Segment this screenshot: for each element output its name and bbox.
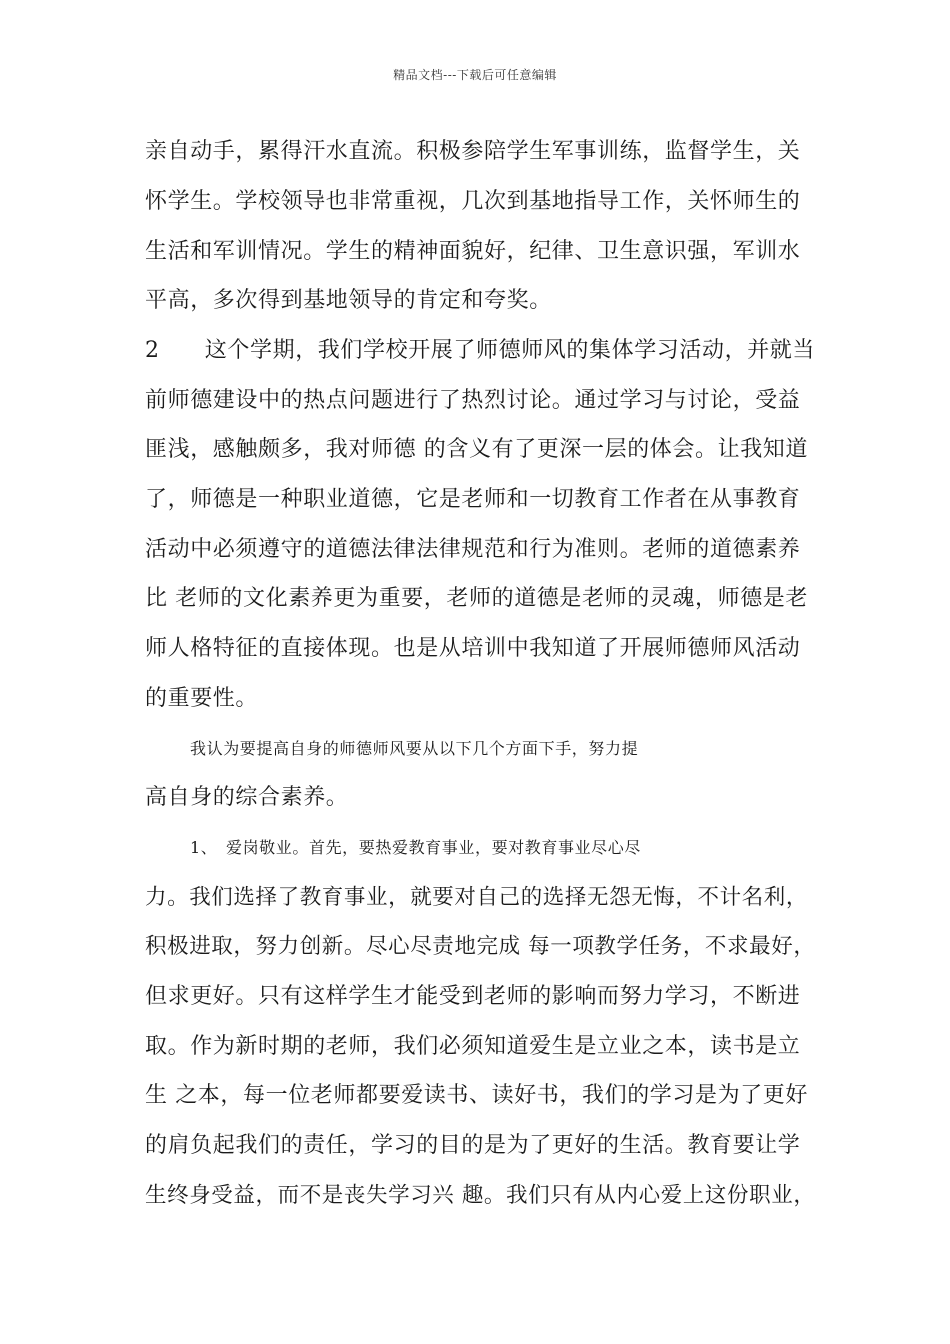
text-line: 高自身的综合素养。: [145, 785, 349, 810]
text-line: 比 老师的文化素养更为重要，老师的道德是老师的灵魂，师德是老: [145, 586, 808, 611]
text-line: 平高，多次得到基地领导的肯定和夸奖。: [145, 288, 552, 313]
text-line: 生活和军训情况。学生的精神面貌好，纪律、卫生意识强，军训水: [145, 239, 801, 264]
text-line: 生终身受益，而不是丧失学习兴 趣。我们只有从内心爱上这份职业，: [145, 1183, 816, 1208]
page-header: 精品文档---下载后可任意编辑: [393, 68, 557, 82]
text-line: 怀学生。学校领导也非常重视，几次到基地指导工作，关怀师生的: [145, 189, 801, 214]
text-line: 的肩负起我们的责任，学习的目的是为了更好的生活。教育要让学: [145, 1133, 801, 1158]
text-line: 取。作为新时期的老师，我们必须知道爱生是立业之本，读书是立: [145, 1034, 801, 1059]
text-line: 我认为要提高自身的师德师风要从以下几个方面下手，努力提: [190, 739, 639, 758]
text-line: 1、 爱岗敬业。首先，要热爱教育事业，要对教育事业尽心尽: [190, 838, 641, 857]
text-line: 生 之本，每一位老师都要爱读书、读好书，我们的学习是为了更好: [145, 1083, 808, 1108]
text-line: 活动中必须遵守的道德法律法律规范和行为准则。老师的道德素养: [145, 537, 801, 562]
text-line: 但求更好。只有这样学生才能受到老师的影响而努力学习，不断进: [145, 984, 801, 1009]
text-line: 前师德建设中的热点问题进行了热烈讨论。通过学习与讨论，受益: [145, 388, 801, 413]
text-line: 匪浅，感触颇多，我对师德 的含义有了更深一层的体会。让我知道: [145, 437, 808, 462]
text-line: 了，师德是一种职业道德，它是老师和一切教育工作者在从事教育: [145, 487, 801, 512]
text-line: 力。我们选择了教育事业，就要对自己的选择无怨无悔，不计名利，: [145, 885, 809, 910]
text-line: 的重要性。: [145, 686, 259, 711]
text-line: 师人格特征的直接体现。也是从培训中我知道了开展师德师风活动: [145, 636, 801, 661]
text-line: 2 这个学期，我们学校开展了师德师风的集体学习活动，并就当: [145, 338, 815, 363]
text-line: 积极进取，努力创新。尽心尽责地完成 每一项教学任务，不求最好，: [145, 934, 816, 959]
text-line: 亲自动手，累得汗水直流。积极参陪学生军事训练，监督学生，关: [145, 139, 801, 164]
